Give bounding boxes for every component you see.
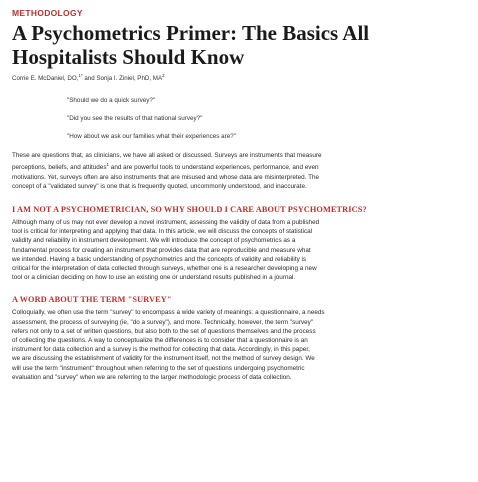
quote-1: "Should we do a quick survey?" [67, 97, 156, 105]
section-1-line: validity and reliability in instrument development. We will introduce the concept of psychometrics as a [12, 237, 296, 245]
quote-2: "Did you see the results of that national survey?" [67, 115, 203, 123]
section-2-line: refers not only to a set of written questions, but also both to the set of questions themselves and the process [12, 327, 316, 335]
section-2-line: Colloquially, we often use the term "survey" to encompass a wide variety of meanings: a questionnaire, a needs [12, 309, 325, 317]
intro-line-2 [12, 160, 466, 172]
section-1-line: Although many of us may not ever develop a novel instrument, assessing the validity of data from a published [12, 218, 320, 226]
article-title: A Psychometrics Primer: The Basics All Hospitalists Should Know [12, 21, 370, 69]
intro-line-4: concept of a "validated survey" is one that is frequently quoted, uncommonly understood, and inaccurate. [12, 182, 307, 190]
intro-line-2b: and are powerful tools to understand experiences, performance, and even [109, 164, 319, 172]
section-2-line: evaluation and "survey" when we are referring to the larger methodologic process of data collection. [12, 373, 292, 381]
section-2-line: will use the term "instrument" throughout when referring to the set of questions undergoing psychometric [12, 364, 305, 372]
section-heading-survey: A WORD ABOUT THE TERM "SURVEY" [12, 295, 172, 305]
section-2-line: assessment, the process of surveying (ie, "do a survey"), and more. Technically, however, the term "survey" [12, 318, 314, 326]
section-1-line: tool or a clinician deciding on how to use an existing one or understand results published in a journal. [12, 274, 296, 282]
section-1-line: critical for the interpretation of data collected through surveys, whether one is a researcher developing a new [12, 265, 317, 272]
section-1-line: tool is critical for interpreting and applying that data. In this article, we will discuss the concepts of statistical [12, 228, 313, 236]
section-2-line: we are discussing the establishment of validity for the instrument itself, not the method of survey design. We [12, 355, 315, 363]
author-1: Corrie E. McDaniel, DO, [12, 75, 79, 83]
author-line [12, 72, 466, 83]
intro-line-1: These are questions that, as clinicians, we have all asked or discussed. Surveys are instruments that measure [12, 152, 322, 160]
section-1-line: we intended. Having a basic understanding of psychometrics and the concepts of validity and reliability is [12, 255, 307, 263]
quote-3: "How about we ask our families what their experiences are?" [67, 133, 236, 141]
intro-line-3: motivations. Yet, surveys often are also instruments that are misused and whose data are misinterpreted. The [12, 173, 320, 181]
intro-line-2a: perceptions, beliefs, and attitudes [12, 164, 107, 172]
epigraph-quotes [67, 97, 466, 141]
section-1-line: fundamental process for creating an instrument that provides data that are reproducible and measure what [12, 246, 311, 254]
section-2-paragraph [12, 308, 466, 382]
section-2-line: of collecting the questions. A way to conceptualize the differences is to consider that a questionnaire is an [12, 337, 308, 345]
author-2-affiliation: 2 [162, 73, 165, 78]
section-2-line: instrument for data collection and a survey is the method for collecting that data. Accordingly, in this paper, [12, 346, 310, 354]
citation-1: 1 [106, 162, 110, 168]
section-tag: METHODOLOGY [12, 8, 83, 18]
section-heading-psychometrics: I AM NOT A PSYCHOMETRICIAN, SO WHY SHOULD I CARE ABOUT PSYCHOMETRICS? [12, 204, 367, 214]
author-1-affiliation: 1* [78, 73, 83, 78]
author-2: and Sonja I. Ziniel, PhD, MA [82, 75, 163, 83]
intro-paragraph [12, 151, 466, 191]
section-1-paragraph [12, 218, 466, 282]
